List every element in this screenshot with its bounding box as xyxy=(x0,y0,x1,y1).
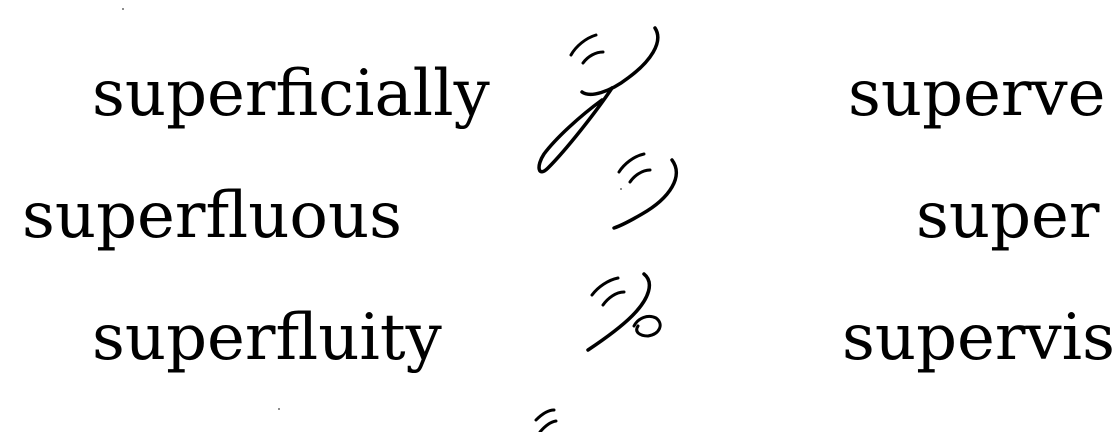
word-right-3: supervis xyxy=(842,301,1115,375)
word-right-1: superve xyxy=(848,57,1106,131)
word-superfluity: superfluity xyxy=(92,301,442,375)
word-superficially: superficially xyxy=(92,57,490,131)
word-right-2: super xyxy=(916,179,1100,253)
superfluous-outline-icon xyxy=(614,154,676,228)
speck xyxy=(278,408,280,410)
superfluity-outline-icon xyxy=(588,274,660,350)
speck xyxy=(620,188,622,190)
word-superfluous: superfluous xyxy=(22,179,402,253)
next-outline-fragment-icon xyxy=(536,410,556,432)
superficially-outline-icon xyxy=(539,28,658,172)
speck xyxy=(122,8,124,10)
